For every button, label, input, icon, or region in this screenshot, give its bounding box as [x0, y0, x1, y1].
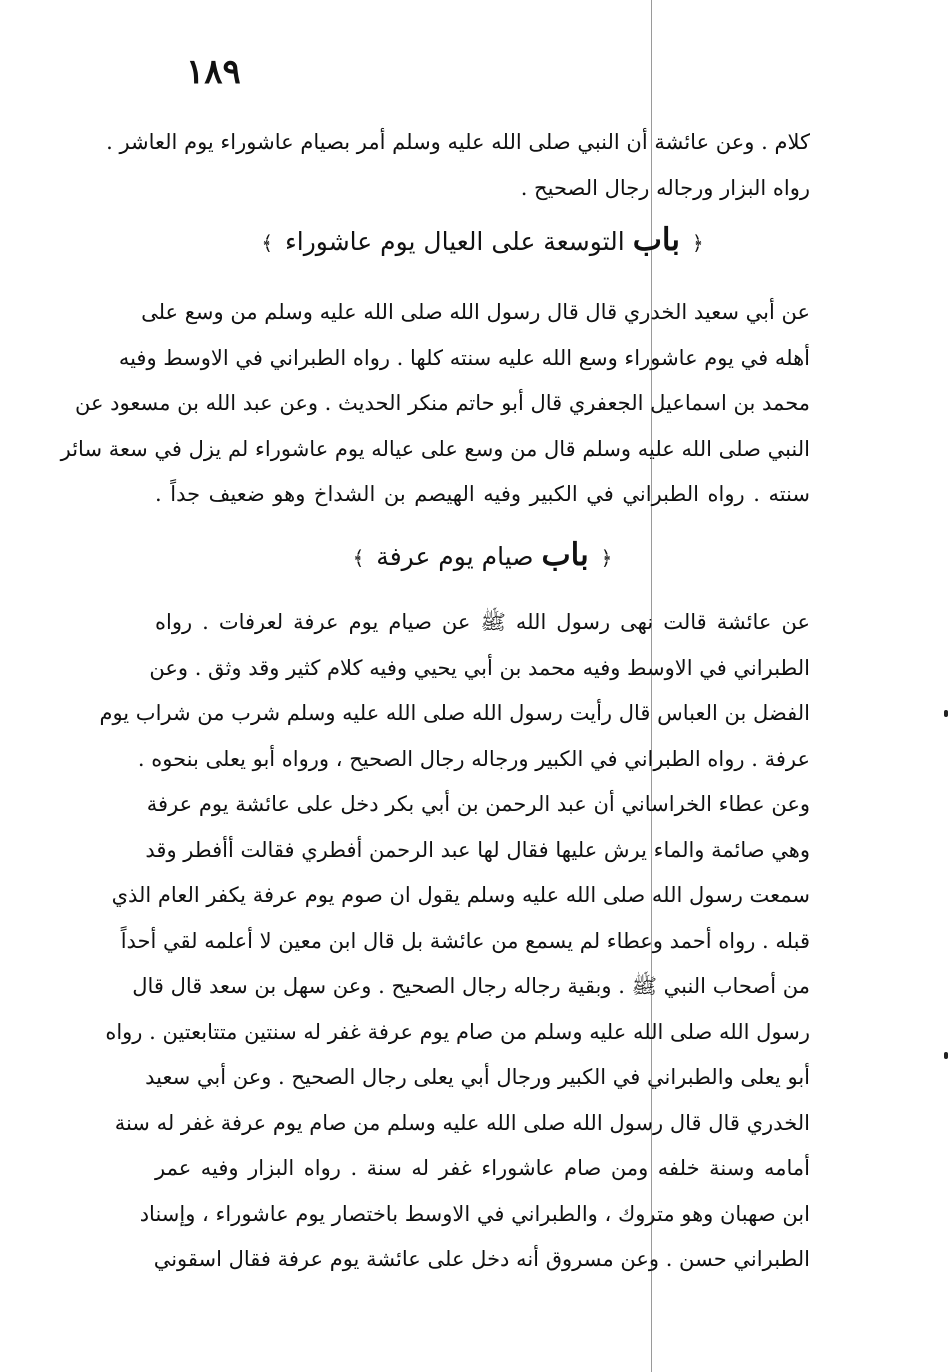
text-line: أمامه وسنة خلفه ومن صام عاشوراء غفر له سنة . رواه البزار وفيه عمر: [155, 1156, 810, 1180]
text-line: كلام . وعن عائشة أن النبي صلى الله عليه وسلم أمر بصيام عاشوراء يوم العاشر .: [106, 130, 810, 154]
text-line: قبله . رواه أحمد وعطاء لم يسمع من عائشة بل قال ابن معين لا أعلمه لقي أحداً: [120, 928, 810, 953]
text-block-1: [106, 120, 810, 211]
ornament-close: ﴾: [352, 546, 365, 570]
text-line: وعن عطاء الخراساني أن عبد الرحمن بن أبي بكر دخل على عائشة يوم عرفة: [146, 792, 810, 816]
page-number: ١٨٩: [186, 52, 241, 92]
text-line: وهي صائمة والماء يرش عليها فقال لها عبد الرحمن أفطري فقالت أأفطر وقد: [145, 837, 810, 862]
ornament-open: ﴿: [691, 231, 704, 255]
text-line: الخدري قال قال رسول الله صلى الله عليه وسلم من صام يوم عرفة غفر له سنة: [114, 1110, 810, 1135]
text-line: سنته . رواه الطبراني في الكبير وفيه الهيصم بن الشداخ وهو ضعيف جداً .: [155, 482, 810, 506]
text-line: سمعت رسول الله صلى الله عليه وسلم يقول ان صوم يوم عرفة يكفر العام الذي: [111, 883, 810, 907]
text-line: أهله في يوم عاشوراء وسع الله عليه سنته كلها . رواه الطبراني في الاوسط وفيه: [118, 345, 810, 370]
chapter-heading-2: [155, 537, 810, 573]
chapter-word: باب: [632, 222, 680, 258]
chapter-title: صيام يوم عرفة: [376, 542, 534, 571]
text-line: ابن صهبان وهو متروك ، والطبراني في الاوسط باختصار يوم عاشوراء ، وإسناد: [139, 1201, 810, 1226]
text-line: الطبراني حسن . وعن مسروق أنه دخل على عائشة يوم عرفة فقال اسقوني: [153, 1247, 810, 1271]
text-line: النبي صلى الله عليه وسلم قال من وسع على عياله يوم عاشوراء لم يزل في سعة سائر: [60, 436, 810, 461]
chapter-title: التوسعة على العيال يوم عاشوراء: [285, 227, 625, 256]
text-line: عرفة . رواه الطبراني في الكبير ورجاله رجال الصحيح ، ورواه أبو يعلى بنحوه .: [137, 746, 810, 771]
chapter-heading-1: [155, 222, 810, 258]
text-block-3: [99, 600, 810, 1283]
text-line: من أصحاب النبي ﷺ . وبقية رجاله رجال الصحيح . وعن سهل بن سعد قال قال: [132, 974, 810, 998]
chapter-word: باب: [541, 537, 589, 573]
text-block-2: [60, 290, 810, 518]
text-line: رسول الله صلى الله عليه وسلم من صام يوم عرفة غفر له سنتين متتابعتين . رواه: [105, 1019, 810, 1044]
ornament-close: ﴾: [261, 231, 274, 255]
text-line: أبو يعلى والطبراني في الكبير ورجال أبي يعلى رجال الصحيح . وعن أبي سعيد: [145, 1065, 810, 1089]
scan-speck: [944, 1052, 948, 1059]
text-line: عن عائشة قالت نهى رسول الله ﷺ عن صيام يوم عرفة لعرفات . رواه: [155, 610, 810, 634]
text-line: الطبراني في الاوسط وفيه محمد بن أبي يحيي وفيه كلام كثير وقد وثق . وعن: [149, 655, 810, 680]
scan-speck: [944, 710, 948, 717]
text-line: محمد بن اسماعيل الجعفري قال أبو حاتم منكر الحديث . وعن عبد الله بن مسعود عن: [74, 391, 810, 415]
text-line: رواه البزار ورجاله رجال الصحيح .: [520, 175, 810, 200]
ornament-open: ﴿: [600, 546, 613, 570]
text-line: الفضل بن العباس قال رأيت رسول الله صلى الله عليه وسلم شرب من شراب يوم: [99, 701, 810, 725]
text-line: عن أبي سعيد الخدري قال قال رسول الله صلى الله عليه وسلم من وسع على: [141, 300, 810, 324]
